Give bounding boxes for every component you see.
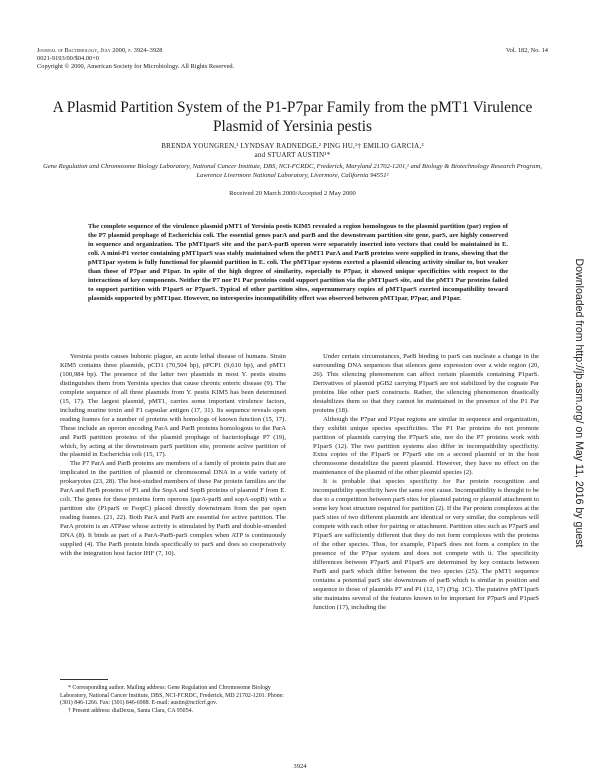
footnote-divider (60, 679, 108, 680)
issn-line: 0021-9193/00/$04.00+0 (37, 55, 100, 63)
body-paragraph: Under certain circumstances, ParB binding to parS can nucleate a change in the surrounding DNA sequences that silences gene expression over a wide region (20, 26). This silencing phenomenon can affect certain plasmids containing P1parS. Derivatives of plasmid pGB2 carrying P1parS are not stabilized by the cognate Par proteins like other parS constructs. Rather, the silencing phenomenon drastically destabilizes them so that they cannot be maintained in the presence of the P1 Par proteins (18). (313, 353, 539, 414)
page-number: 3924 (293, 763, 307, 770)
copyright-line: Copyright © 2000, American Society for Microbiology. All Rights Reserved. (37, 63, 235, 71)
journal-citation: Journal of Bacteriology, July 2000, p. 3924–3928 (37, 47, 163, 54)
footnotes (60, 685, 286, 715)
author-list (40, 142, 545, 160)
article-title: A Plasmid Partition System of the P1-P7par Family from the pMT1 Virulence Plasmid of Yersinia pestis (52, 99, 533, 135)
journal-header (37, 47, 337, 72)
body-paragraph: Yersinia pestis causes bubonic plague, an acute lethal disease of humans. Strain KIM5 contains three plasmids, pCD1 (70,504 bp), pPCP1 (9,610 bp), and pMT1 (100,984 bp). The presence of the latter two plasmids in most Y. pestis strains distinguishes them from Yersinia species that cause chronic enteric disease (9). The complete sequence of all three plasmids from Y. pestis KIM5 has been determined (15, 17). The largest plasmid, pMT1, carries some important virulence factors, including murine toxin and F1 capsular antigen (17, 31). Its sequence reveals open reading frames for a number of proteins with homologs of known function (15, 17). These include an operon encoding ParA and ParB proteins homologous to the ParA and ParB partition proteins of the plasmid prophage of bacteriophage P7 (19), which, by acting at the downstream parS partition site, promote active partition of the plasmid in Escherichia coli (15, 17). (60, 353, 286, 459)
affiliations: Gene Regulation and Chromosome Biology Laboratory, National Cancer Institute, DBS, NCI-FCRDC, Frederick, Maryland 21702-1201,¹ and Biology & Biotechnology Research Program, Lawrence Livermore National Laboratory, Livermore, California 94551² (43, 163, 542, 179)
corresponding-author-note: * Corresponding author. Mailing address: Gene Regulation and Chromosome Biology Laboratory, National Cancer Institute, DBS, NCI-FCRDC, Frederick, MD 21702-1201. Phone: (301) 846-1266. Fax: (301) 846-6988. E-mail: austin@ncifcrf.gov. (60, 685, 284, 707)
volume-info: Vol. 182, No. 14 (505, 47, 548, 54)
download-sidebar (569, 213, 589, 593)
author-line-1: BRENDA YOUNGREN,¹ LYNDSAY RADNEDGE,² PING HU,²† EMILIO GARCIA,² (161, 142, 424, 150)
title-block (40, 98, 545, 198)
body-paragraph: The P7 ParA and ParB proteins are members of a family of protein pairs that are implicated in the partition of plasmid or chromosomal DNA in a wide variety of prokaryotes (23, 28). The best-studied members of these Par protein families are the ParA and ParB proteins of P1 and the SopA and SopB proteins of plasmid F from E. coli. The genes for these proteins form operons (parA-parB and sopA-sopB) with a partition site (P1parS or FsopC) placed directly downstream from the par open reading frames. (21, 22). Both ParA and ParB are essential for active partition. The ParA protein is an ATPase whose activity is stimulated by ParB and double-stranded DNA (8). It binds as part of a ParA-ParB-parS complex when ATP is continuously supplied (4). The ParB protein binds specifically to parS and does so cooperatively with the integration host factor IHF (7, 10). (60, 460, 286, 557)
present-address-note: † Present address: diaDexus, Santa Clara, CA 95054. (68, 707, 193, 714)
abstract: The complete sequence of the virulence plasmid pMT1 of Yersinia pestis KIM5 revealed a region homologous to the plasmid partition (par) region of the P7 plasmid prophage of Escherichia coli. The essential genes parA and parB and the downstream partition site gene, parS, are highly conserved in sequence and organization. The pMT1parS site and the parA-parB operon were separately inserted into vectors that could be maintained in E. coli. A mini-P1 vector containing pMT1parS was stably maintained when the pMT1 ParA and ParB proteins were supplied in trans, showing that the pMT1par system is fully functional for plasmid partition in E. coli. The pMT1par system exerted a plasmid silencing activity similar to, but weaker than those of P7par and P1par. In spite of the high degree of similarity, especially to P7par, it showed unique specificities with respect to the interactions of key components. Neither the P7 nor P1 Par proteins could support partition via the pMT1parS site, and the pMT1 Par proteins failed to support partition with P1parS or P7parS. Typical of other partition sites, supernumerary copies of pMT1parS exerted incompatibility toward plasmids supported by pMT1par. However, no interspecies incompatibility effect was observed between pMT1par, P7par, and P1par. (88, 223, 508, 303)
author-line-2: and STUART AUSTIN¹* (254, 151, 331, 159)
body-column-right (313, 353, 539, 613)
body-paragraph: Although the P7par and P1par regions are similar in sequence and organization, they exhibit unique species specificities. The P1 Par proteins do not promote partition of plasmids carrying the P7parS site, nor do the P7 proteins work with P1parS (12). The two partition systems also differ in incompatibility specificity. Extra copies of the P1parS or P7parS site on a second plasmid or in the host chromosome destabilize the parent plasmid. However, they have no effect on the maintenance of the plasmid of the other plasmid species (2). (313, 415, 539, 477)
download-notice: Downloaded from http://jb.asm.org/ on May 11, 2016 by guest (573, 258, 585, 548)
received-date: Received 20 March 2000/Accepted 2 May 2000 (229, 190, 356, 197)
body-column-left (60, 353, 286, 559)
body-paragraph: It is probable that species specificity for Par protein recognition and incompatibility specificity have the same root cause. Incompatibility is thought to be due to a competition between parS sites for plasmid pairing or plasmid attachment to some key host structure required for partition (2). If the Par protein complexes at the parS sites of two different plasmids are identical or very similar, the complexes will compete with each other for pairing or attachment. Partition sites such as P7parS and P1parS are sufficiently different that they do not form complexes with the proteins of the other species. Thus, for example, P1parS does not form a complex in the presence of the P7par system and does not compete with it. The specificity differences between P7parS and P1parS are determined by key contacts between ParB and parS which differ between the two species (25). The pMT1 sequence contains a potential parS site downstream of parB which is similar in position and sequence to those of plasmids P7 and P1 (12, 17) (Fig. 1C). The putative pMT1parS site maintains several of the features known to be important for P7parS and P1parS function (17), including the (313, 478, 539, 611)
